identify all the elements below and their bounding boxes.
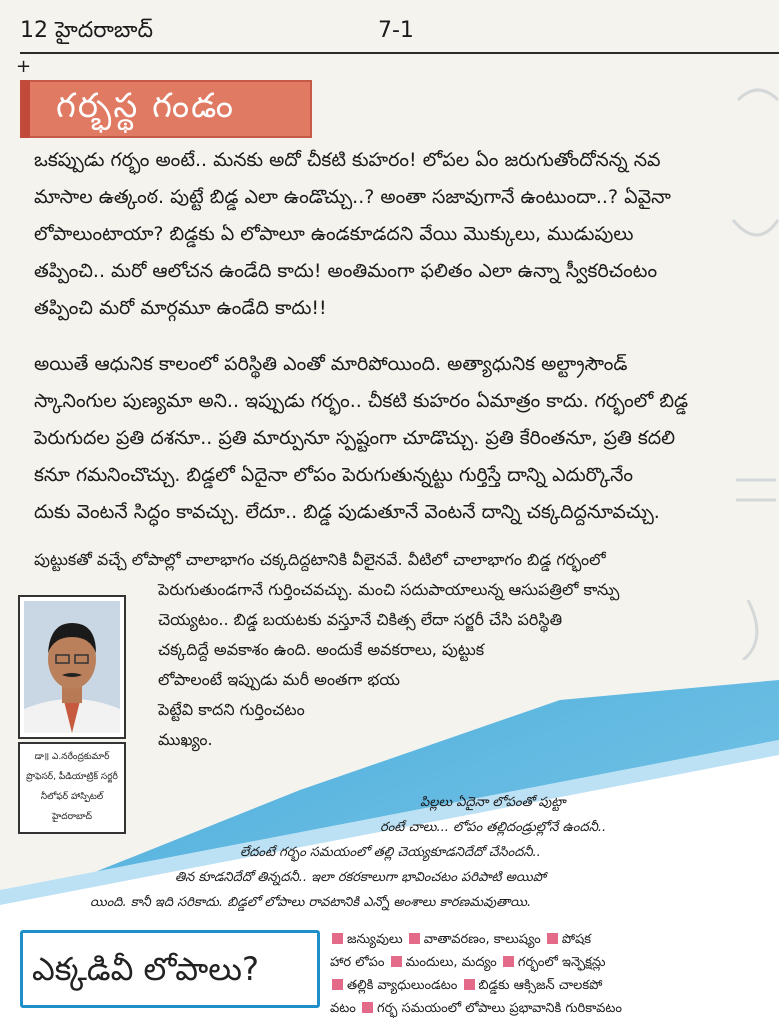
title-accent-bar	[20, 80, 30, 138]
paragraph-3	[158, 575, 619, 755]
header-divider	[20, 52, 779, 54]
text-line: పిల్లలు ఏదైనా లోపంతో పుట్టా	[420, 795, 566, 810]
bullet-icon	[362, 1002, 373, 1013]
paragraph-2	[34, 346, 764, 531]
causes-line: హార లోపం మందులు, మద్యం గర్భంలో ఇన్ఫెక్షన్లు	[330, 955, 606, 970]
question-heading: ఎక్కడివీ లోపాలు?	[32, 950, 259, 988]
text-line: పెరుగుదల ప్రతి దశనూ.. ప్రతి మార్పునూ స్పష్టంగా చూడొచ్చు. ప్రతి కేరింతనూ, ప్రతి కదలి	[34, 427, 676, 449]
text-line: దుకు వెంటనే సిద్ధం కావచ్చు. లేదూ.. బిడ్డ పుడుతూనే వెంటనే దాన్ని చక్కదిద్దనూవచ్చు.	[34, 501, 660, 523]
page-number: 12 హైదరాబాద్	[20, 18, 153, 43]
city-name: హైదరాబాద్	[55, 18, 153, 43]
bullet-icon	[464, 979, 475, 990]
bullet-icon	[503, 956, 514, 967]
author-name: డా॥ ఎ.నరేంద్రకుమార్	[34, 752, 110, 762]
text-line: లేదంటే గర్భం సమయంలో తల్లి చెయ్యకూడనిదేదో చేసిందనీ..	[240, 845, 541, 860]
causes-line: తల్లికి వ్యాధులుండటం బిడ్డకు ఆక్సిజన్ చాలకపో	[330, 974, 770, 997]
text-line: ముఖ్యం.	[158, 730, 213, 749]
author-designation: ప్రొఫెసర్, పీడియాట్రిక్ సర్జరీ	[26, 772, 118, 782]
text-line: ఒకప్పుడు గర్భం అంటే.. మనకు అదో చీకటి కుహరం! లోపల ఏం జరుగుతోందోనన్న నవ	[34, 149, 661, 171]
date-label: 7-1	[378, 18, 414, 43]
text-line: పెరుగుతుండగానే గుర్తించవచ్చు. మంచి సదుపాయాలున్న ఆసుపత్రిలో కాన్పు	[158, 580, 620, 599]
text-line: స్కానింగుల పుణ్యమా అని.. ఇప్పుడు గర్భం.. చీకటి కుహరం ఏమాత్రం కాదు. గర్భంలో బిడ్డ	[34, 390, 689, 412]
text-line: కనూ గమనించొచ్చు. బిడ్డలో ఏదైనా లోపం పెరుగుతున్నట్టు గుర్తిస్తే దాన్ని ఎదుర్కొనేం	[34, 464, 634, 486]
text-line: యింది. కానీ ఇది సరికాదు. బిడ్డలో లోపాలు రావటానికి ఎన్నో అంశాలు కారణమవుతాయి.	[90, 895, 532, 910]
text-line: చక్కదిద్దే అవకాశం ఉంది. అందుకే అవకరాలు, పుట్టుక	[158, 640, 485, 659]
text-line: లోపాలంటే ఇప్పుడు మరీ అంతగా భయ	[158, 670, 400, 689]
text-line: అయితే ఆధునిక కాలంలో పరిస్థితి ఎంతో మారిపోయింది. అత్యాధునిక అల్ట్రాసౌండ్	[34, 353, 628, 375]
bullet-icon	[332, 979, 343, 990]
italic-note	[90, 790, 607, 915]
author-caption	[18, 742, 126, 834]
bullet-icon	[332, 933, 343, 944]
causes-line: వటం గర్భ సమయంలో లోపాలు ప్రభావానికి గురికావటం	[330, 1001, 622, 1016]
author-hospital: నీలోఫర్ హాస్పిటల్	[40, 792, 104, 802]
text-line: మాసాల ఉత్కంఠ. పుట్టే బిడ్డ ఎలా ఉండొచ్చు..? అంతా సజావుగానే ఉంటుందా..? ఏవైనా	[34, 186, 671, 208]
author-city: హైదరాబాద్	[51, 812, 93, 822]
author-photo	[24, 601, 120, 733]
bullet-icon	[547, 933, 558, 944]
text-line: చెయ్యటం.. బిడ్డ బయటకు వస్తూనే చికిత్స లేదా సర్జరీ చేసి పరిస్థితి	[158, 610, 563, 629]
text-line: పెట్టేవి కాదని గుర్తించటం	[158, 700, 305, 719]
text-line: రంటే చాలు... లోపం తల్లిదండ్రుల్లోనే ఉందనీ..	[380, 820, 607, 835]
text-line: తప్పించి.. మరో ఆలోచన ఉండేది కాదు! అంతిమంగా ఫలితం ఎలా ఉన్నా స్వీకరిచంటం	[34, 260, 658, 282]
bullet-icon	[409, 933, 420, 944]
bullet-icon	[391, 956, 402, 967]
paragraph-3-first-line: పుట్టుకతో వచ్చే లోపాల్లో చాలాభాగం చక్కదిద్దటానికి వీలైనవే. వీటిలో చాలాభాగం బిడ్డ గర్భంలో	[34, 550, 606, 569]
text-line: తిన కూడనిదేదో తిన్నదనీ.. ఇలా రకరకాలుగా భావించటం పరిపాటి అయిపో	[175, 870, 546, 885]
causes-list	[330, 928, 770, 1020]
registration-mark-icon: +	[16, 56, 32, 77]
causes-line: జన్యువులు వాతావరణం, కాలుష్యం పోషక	[330, 928, 770, 951]
article-title: గర్భస్థ గండం	[56, 86, 236, 126]
text-line: తప్పించి మరో మార్గమూ ఉండేది కాదు!!	[34, 297, 327, 319]
paragraph-1	[34, 142, 764, 327]
text-line: లోపాలుంటాయా? బిడ్డకు ఏ లోపాలూ ఉండకూడదని వేయి మొక్కులు, ముడుపులు	[34, 223, 634, 245]
